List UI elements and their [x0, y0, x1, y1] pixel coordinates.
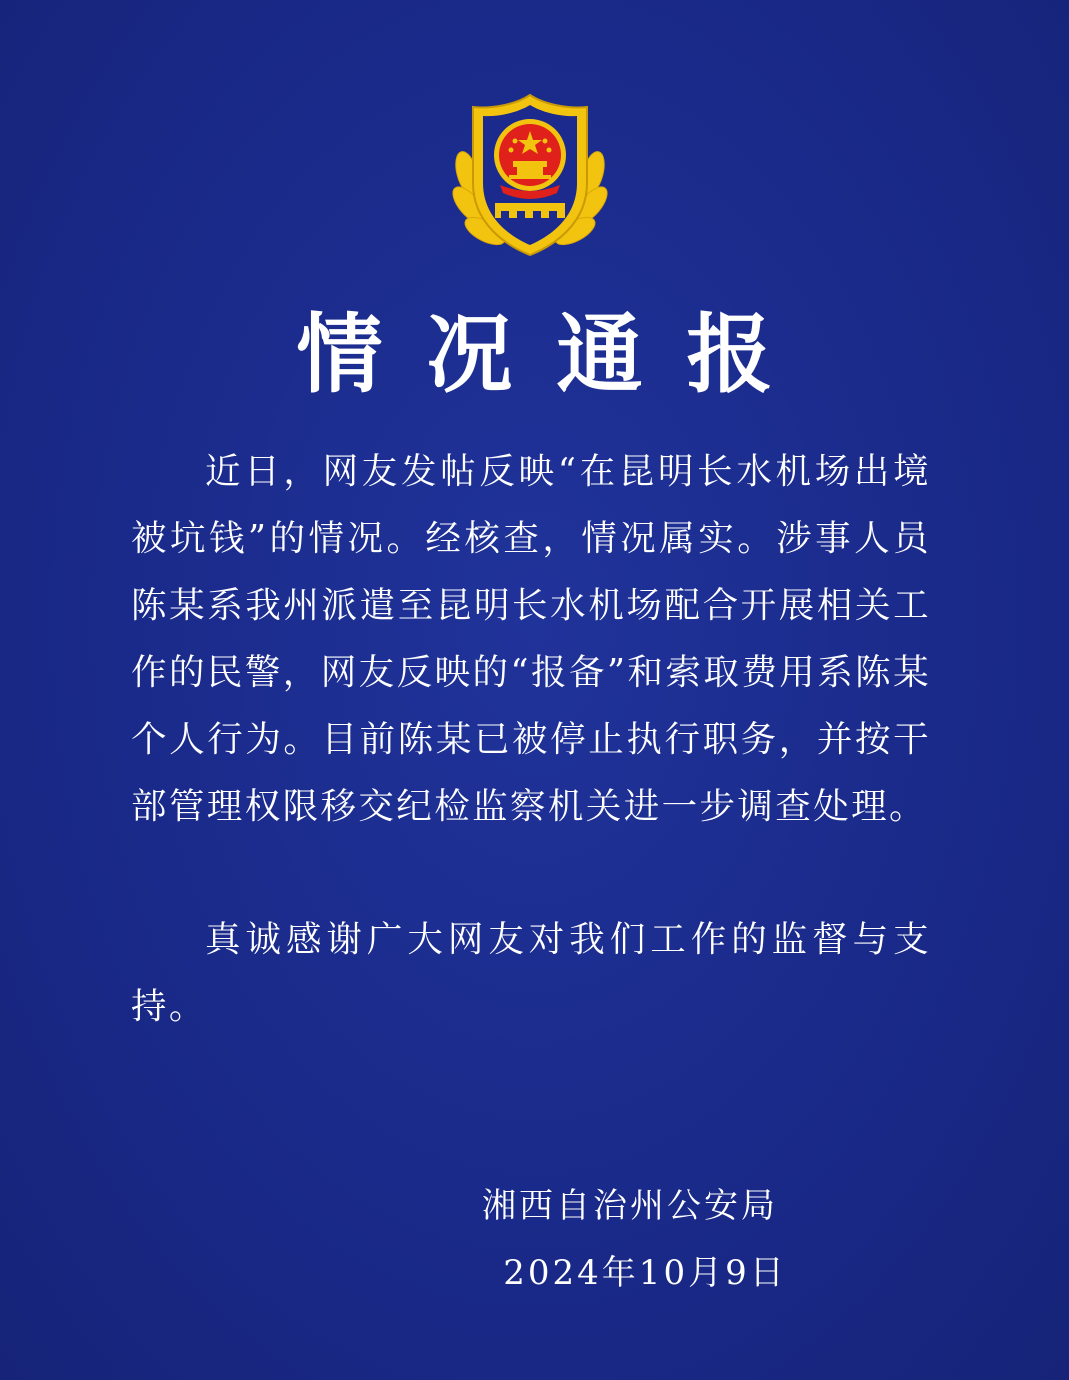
body-paragraph: 真诚感谢广大网友对我们工作的监督与支持。: [131, 919, 931, 1027]
issue-date: 2024年10月9日: [503, 1253, 787, 1293]
issuing-organization: 湘西自治州公安局: [482, 1186, 778, 1226]
page-title: 情况通报: [296, 304, 817, 405]
police-emblem-icon: [445, 93, 615, 263]
body-paragraph: 近日，网友发帖反映“在昆明长水机场出境被坑钱”的情况。经核查，情况属实。涉事人员陈某系我州派遣至昆明长水机场配合开展相关工作的民警，网友反映的“报备”和索取费用系陈某个人行为。目前陈某已被停止执行职务，并按干部管理权限移交纪检监察机关进一步调查处理。: [131, 451, 931, 827]
